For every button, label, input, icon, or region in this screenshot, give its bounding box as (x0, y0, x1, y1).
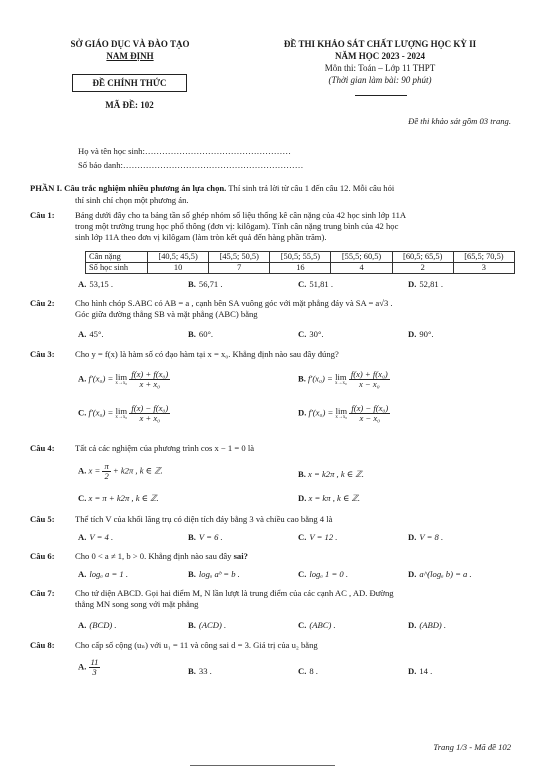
option-a: A. x = $\frac{\pi}{2}$ + k2π , k ∈ ℤ. (78, 461, 163, 482)
question-4 (30, 443, 520, 454)
frequency-table (85, 251, 515, 274)
table-cell: [50,5; 55,5) (270, 252, 331, 263)
question-text: Tất cả các nghiệm của phương trình cos x − 1 = 0 là (75, 443, 255, 453)
question-8 (30, 640, 520, 651)
table-row (86, 252, 515, 263)
option-a: A. 45°. (78, 329, 104, 339)
question-label: Câu 5: (30, 514, 55, 524)
part1-instruction-2: thí sinh chỉ chọn một phương án. (75, 195, 189, 205)
subject-line: Môn thi: Toán – Lớp 11 THPT (324, 63, 436, 74)
question-text: Cho hình chóp S.ABC có AB = a , cạnh bên SA vuông góc với mặt phẳng đáy và SA = a√3 . (75, 298, 393, 308)
school-year: NĂM HỌC 2023 - 2024 (335, 51, 425, 62)
option-d: D. x = kπ , k ∈ ℤ. (298, 493, 361, 503)
question-text: Cho tứ diện ABCD. Gọi hai điểm M, N lần lượt là trung điểm của các cạnh AC , AD. Đường (75, 588, 394, 598)
province-name: NAM ĐỊNH (106, 51, 154, 62)
header-rule (355, 95, 407, 96)
question-5 (30, 514, 520, 525)
exam-header (250, 38, 510, 87)
option-d: D. 14 . (408, 666, 433, 676)
department-header (55, 38, 205, 62)
question-7 (30, 588, 520, 610)
option-d: D. f′(x₀) = lim x→x₀ $\frac{\text{f(x) − f(x₀)}}{\text{x − x₀}}$ (298, 403, 389, 424)
table-cell: 16 (270, 263, 331, 274)
question-label: Câu 2: (30, 298, 55, 308)
question-label: Câu 3: (30, 349, 55, 359)
option-a: A. (BCD) . (78, 620, 117, 630)
question-text: Cho y = f(x) là hàm số có đạo hàm tại x = x₀. Khẳng định nào sau đây đúng? (75, 349, 339, 359)
table-cell: Cân nặng (86, 252, 148, 263)
option-c: C. (ABC) . (298, 620, 336, 630)
question-6 (30, 551, 520, 562)
question-text: Cho cấp số cộng (uₙ) với u₁ = 11 và công sai d = 3. Giá trị của u₂ bằng (75, 640, 318, 650)
option-a: A. f′(x₀) = lim x→x₀ $\frac{\text{f(x) + f(x₀)}}{\text{x + x₀}}$ (78, 369, 169, 390)
question-text: Bảng dưới đây cho ta bảng tần số ghép nhóm số liệu thống kê cân nặng của 42 học sinh lớp 11A (75, 210, 407, 220)
exam-code: MÃ ĐỀ: 102 (105, 100, 154, 110)
table-cell: 7 (209, 263, 270, 274)
question-label: Câu 1: (30, 210, 55, 220)
question-2 (30, 298, 520, 320)
question-text: Cho 0 < a ≠ 1, b > 0. Khẳng định nào sau đây sai? (75, 551, 248, 561)
table-cell: [55,5; 60,5) (331, 252, 392, 263)
option-c: C. 8 . (298, 666, 318, 676)
student-name-field: Họ và tên học sinh:…………………………………………… (78, 146, 291, 156)
option-b: B. 60°. (188, 329, 214, 339)
option-c: C. 30°. (298, 329, 324, 339)
table-cell: 4 (331, 263, 392, 274)
table-cell: [40,5; 45,5) (148, 252, 209, 263)
option-d: D. 52,81 . (408, 279, 443, 289)
option-a: A. V = 4 . (78, 532, 114, 542)
option-c: C. f′(x₀) = lim x→x₀ $\frac{\text{f(x) − f(x₀)}}{\text{x + x₀}}$ (78, 403, 169, 424)
option-b: B. (ACD) . (188, 620, 227, 630)
table-cell: 2 (392, 263, 453, 274)
option-a: A. 53,15 . (78, 279, 113, 289)
option-d: D. 90°. (408, 329, 434, 339)
part1-instruction: Thí sinh trả lời từ câu 1 đến câu 12. Mỗi câu hỏi (226, 183, 395, 193)
footer-rule (190, 765, 335, 766)
option-a: A. $\frac{11}{3}$ (78, 657, 99, 678)
table-cell: Số học sinh (86, 263, 148, 274)
question-label: Câu 7: (30, 588, 55, 598)
option-a: A. logₐ a = 1 . (78, 569, 128, 579)
official-exam-box: ĐỀ CHÍNH THỨC (72, 74, 187, 92)
question-text: trong một trường trung học phổ thông (đơn vị: kilôgam). Tính cân nặng trung bình của 42 học (75, 221, 399, 232)
question-1 (30, 210, 520, 244)
duration-line: (Thời gian làm bài: 90 phút) (328, 75, 432, 86)
option-d: D. a^(logₐ b) = a . (408, 569, 472, 579)
question-label: Câu 8: (30, 640, 55, 650)
question-text: thẳng MN song song với mặt phẳng (75, 599, 199, 610)
student-id-field: Số báo danh:……………………………………………………… (78, 160, 304, 170)
option-b: B. V = 6 . (188, 532, 223, 542)
question-3 (30, 349, 520, 360)
question-text: Góc giữa đường thẳng SB và mặt phẳng (ABC) bằng (75, 309, 258, 320)
exam-title: ĐỀ THI KHẢO SÁT CHẤT LƯỢNG HỌC KỲ II (283, 39, 477, 49)
question-label: Câu 4: (30, 443, 55, 453)
table-cell: [60,5; 65,5) (392, 252, 453, 263)
table-cell: 3 (453, 263, 514, 274)
page-footer: Trang 1/3 - Mã đề 102 (433, 742, 511, 752)
table-row (86, 263, 515, 274)
option-b: B. 33 . (188, 666, 212, 676)
option-c: C. logₐ 1 = 0 . (298, 569, 348, 579)
question-text: sinh lớp 11A theo đơn vị kilôgam (làm tròn kết quả đến hàng phần trăm). (75, 232, 327, 243)
table-cell: [65,5; 70,5) (453, 252, 514, 263)
table-cell: [45,5; 50,5) (209, 252, 270, 263)
part1-heading (30, 183, 520, 194)
option-d: D. V = 8 . (408, 532, 444, 542)
part1-title: PHẦN I. Câu trắc nghiệm nhiều phương án lựa chọn. (30, 183, 227, 193)
table-cell: 10 (148, 263, 209, 274)
option-c: C. V = 12 . (298, 532, 338, 542)
option-d: D. (ABD) . (408, 620, 447, 630)
department-name: SỞ GIÁO DỤC VÀ ĐÀO TẠO (70, 39, 190, 49)
question-label: Câu 6: (30, 551, 55, 561)
option-b: B. logₐ aᵇ = b . (188, 569, 240, 579)
question-text: Thể tích V của khối lăng trụ có diện tích đáy bằng 3 và chiều cao bằng 4 là (75, 514, 333, 524)
option-b: B. f′(x₀) = lim x→x₀ $\frac{\text{f(x) + f(x₀)}}{\text{x − x₀}}$ (298, 369, 388, 390)
pages-note: Đề thi khảo sát gồm 03 trang. (408, 116, 511, 126)
option-c: C. 51,81 . (298, 279, 333, 289)
option-c: C. x = π + k2π , k ∈ ℤ. (78, 493, 159, 503)
option-b: B. 56,71 . (188, 279, 223, 289)
option-b: B. x = k2π , k ∈ ℤ. (298, 469, 364, 479)
